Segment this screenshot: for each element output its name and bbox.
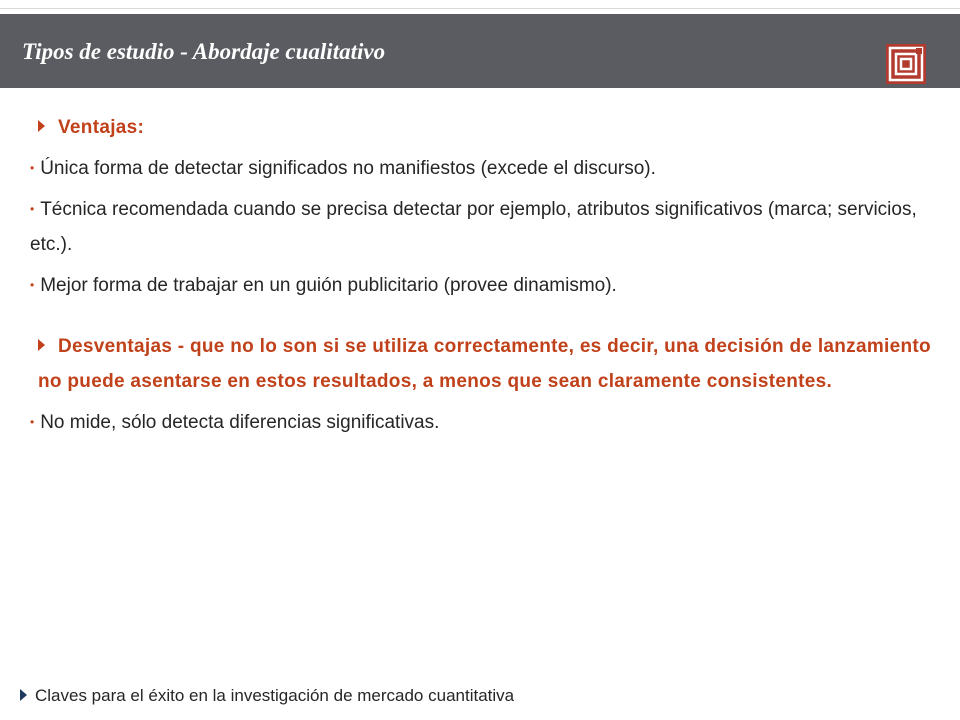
slide-body (30, 110, 935, 440)
nested-squares-logo-icon (886, 44, 926, 84)
section-heading-desventajas (30, 329, 935, 399)
header-bar (0, 14, 960, 88)
footer-text: Claves para el éxito en la investigación de mercado cuantitativa (35, 686, 515, 705)
bullet-dot-icon: • (30, 202, 35, 216)
bullet-text: Técnica recomendada cuando se precisa detectar por ejemplo, atributos significativos (marca; servicios, etc.). (30, 199, 917, 255)
triangle-bullet-icon (20, 689, 27, 701)
bullet-item (30, 151, 935, 186)
section-heading-ventajas (30, 110, 935, 145)
section-spacer (30, 303, 935, 329)
triangle-bullet-icon (38, 339, 45, 351)
bullet-dot-icon: • (30, 161, 35, 175)
footer-link[interactable] (20, 686, 514, 706)
slide-title: Tipos de estudio - Abordaje cualitativo (22, 39, 386, 64)
bullet-item (30, 192, 935, 262)
heading-text: Desventajas - que no lo son si se utiliza correctamente, es decir, una decisión de lanzamiento no puede asentarse en estos resultados, a menos que sean claramente consistentes. (38, 336, 931, 392)
triangle-bullet-icon (38, 120, 45, 132)
bullet-text: Única forma de detectar significados no manifiestos (excede el discurso). (40, 158, 656, 179)
bullet-item (30, 405, 935, 440)
bullet-text: Mejor forma de trabajar en un guión publicitario (provee dinamismo). (40, 275, 617, 296)
top-divider (0, 8, 960, 9)
bullet-dot-icon: • (30, 415, 35, 429)
bullet-item (30, 268, 935, 303)
bullet-dot-icon: • (30, 278, 35, 292)
bullet-text: No mide, sólo detecta diferencias significativas. (40, 412, 440, 433)
heading-text: Ventajas: (58, 117, 145, 138)
